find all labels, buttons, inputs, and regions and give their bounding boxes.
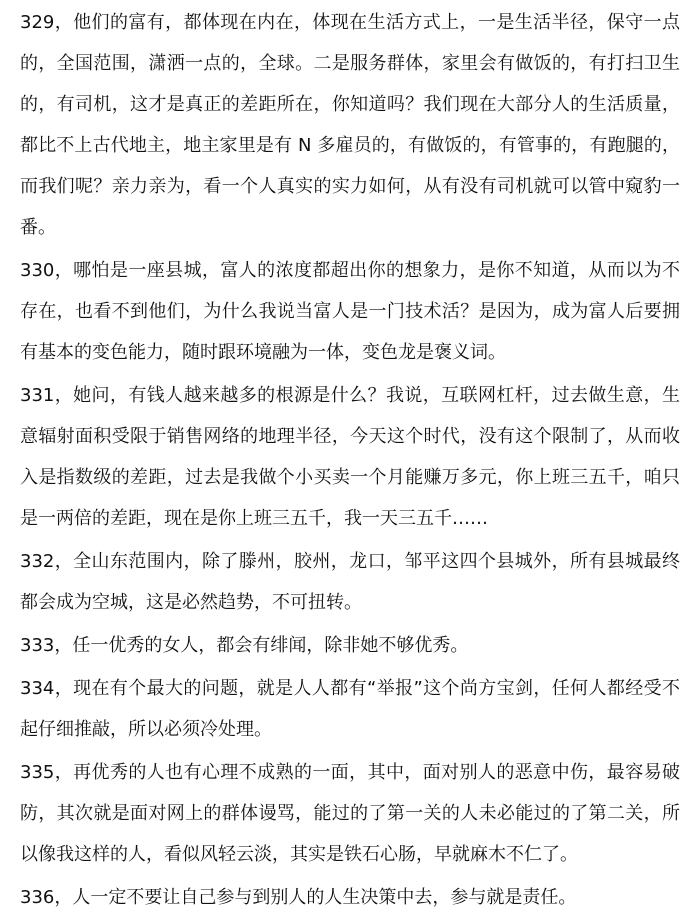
paragraph-335: 335，再优秀的人也有心理不成熟的一面，其中，面对别人的恶意中伤，最容易破防，其次就是面对网上的群体谩骂，能过的了第一关的人未必能过的了第二关，所以像我这样的人，看似风轻云淡，其实是铁石心肠，早就麻木不仁了。 [20, 762, 680, 865]
paragraph-336: 336，人一定不要让自己参与到别人的人生决策中去，参与就是责任。 [20, 887, 577, 908]
paragraph-331: 331，她问，有钱人越来越多的根源是什么？我说，互联网杠杆，过去做生意，生意辐射面积受限于销售网络的地理半径，今天这个时代，没有这个限制了，从而收入是指数级的差距，过去是我做个小买卖一个月能赚万多元，你上班三五千，咱只是一两倍的差距，现在是你上班三五千，我一天三五千…… [20, 385, 680, 529]
paragraph-330: 330，哪怕是一座县城，富人的浓度都超出你的想象力，是你不知道，从而以为不存在，也看不到他们，为什么我说当富人是一门技术活？是因为，成为富人后要拥有基本的变色能力，随时跟环境融为一体，变色龙是褒义词。 [20, 260, 680, 363]
paragraph-329: 329，他们的富有，都体现在内在，体现在生活方式上，一是生活半径，保守一点的，全国范围，潇洒一点的，全球。二是服务群体，家里会有做饭的，有打扫卫生的，有司机，这才是真正的差距所在，你知道吗？我们现在大部分人的生活质量，都比不上古代地主，地主家里是有 N 多雇员的，有做饭的，有管事的，有跑腿的，而我们呢？亲力亲为，看一个人真实的实力如何，从有没有司机就可以管中窥豹一番。 [20, 12, 680, 238]
paragraph-333: 333，任一优秀的女人，都会有绯闻，除非她不够优秀。 [20, 635, 469, 656]
document-body [20, 2, 680, 920]
paragraph-332: 332，全山东范围内，除了滕州，胶州，龙口，邹平这四个县城外，所有县城最终都会成为空城，这是必然趋势，不可扭转。 [20, 551, 680, 613]
paragraph-334: 334，现在有个最大的问题，就是人人都有“举报”这个尚方宝剑，任何人都经受不起仔细推敲，所以必须冷处理。 [20, 678, 680, 740]
